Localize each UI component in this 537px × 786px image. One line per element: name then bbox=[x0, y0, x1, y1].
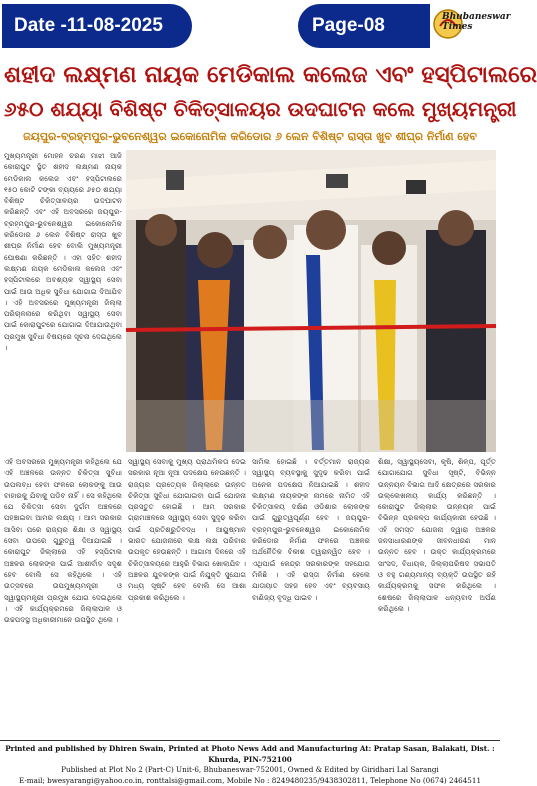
imprint-line-2: Published at Plot No 2 (Part-C) Unit-6, Bhubaneswar-752001, Owned & Edited by Giridhari Lal Sarangi bbox=[0, 765, 500, 776]
article-column-intro bbox=[4, 150, 122, 450]
article-column-4: ଶିକ୍ଷା, ସ୍ୱାସ୍ଥ୍ୟସେବା, କୃଷି, ଶିଳ୍ପ, ପୂର୍ତ୍ତ ଯୋଗାଯୋଗ ସୁବିଧା ସୃଷ୍ଟି, ବିଭିନ୍ନ ଉନ୍ନୟନ ବିଭାଗ ଆଦି କ୍ଷେତ୍ରରେ ସରକାର ଉଲ୍ଲେଖନୀୟ କାର୍ଯ୍ୟ କରିଛନ୍ତି । କୋରାପୁଟ ଜିଲ୍ଲାର ଉନ୍ନୟନ ପାଇଁ ବିଭିନ୍ନ ପ୍ରକଳ୍ପ କାର୍ଯ୍ୟକାରୀ ହେଉଛି । ଏହି ସମସ୍ତ ଯୋଜନା ଦ୍ୱାରା ଅଞ୍ଚଳର ଜନସାଧାରଣଙ୍କ ଜୀବନଧାରଣ ମାନ ଉନ୍ନତ ହେବ । ଉକ୍ତ କାର୍ଯ୍ୟକ୍ରମରେ ସାଂସଦ, ବିଧାୟକ, ଜିଲ୍ଲାପରିଷଦ ସଭାପତି ଓ ବହୁ ଗଣ୍ୟମାନ୍ୟ ବ୍ୟକ୍ତି ଉପସ୍ଥିତ ରହି କାର୍ଯ୍ୟକ୍ରମକୁ ସଫଳ କରିଥିଲେ । ଶେଷରେ ଜିଲ୍ଲାପାଳ ଧନ୍ୟବାଦ ଅର୍ପଣ କରିଥିଲେ । bbox=[378, 456, 496, 732]
masthead bbox=[0, 0, 500, 52]
article-column-3: ସାମିଲ ହୋଇଛି । ବର୍ତ୍ତମାନ ରାଜ୍ୟର ସ୍ୱାସ୍ଥ୍ୟ ବ୍ୟବସ୍ଥାକୁ ସୁଦୃଢ କରିବା ପାଇଁ ଅନେକ ପଦକ୍ଷେପ ନିଆଯାଇଛି । ଶହୀଦ ଲକ୍ଷ୍ମଣ ନାୟକଙ୍କ ନାମରେ ନାମିତ ଏହି ଚିକିତ୍ସାଳୟ ଦକ୍ଷିଣ ଓଡିଶାର ଲୋକଙ୍କ ପାଇଁ ଗୁରୁତ୍ୱପୂର୍ଣ୍ଣ ହେବ । ଜୟପୁର-ବ୍ରହ୍ମପୁର-ଭୁବନେଶ୍ୱର ଇକୋନୋମିକ କରିଡୋର ନିର୍ମାଣ ଫଳରେ ଅଞ୍ଚଳର ଅର୍ଥନୈତିକ ବିକାଶ ତ୍ୱରାନ୍ୱିତ ହେବ । ଏଥିପାଇଁ କେନ୍ଦ୍ର ସରକାରଙ୍କ ସହଯୋଗ ମିଳିଛି । ଏହି ରାସ୍ତା ନିର୍ମାଣ ହେଲେ ଯାତାୟାତ ସହଜ ହେବ ଏବଂ ବ୍ୟବସାୟ ବାଣିଜ୍ୟ ବୃଦ୍ଧି ପାଇବ । bbox=[252, 456, 370, 732]
imprint-line-3: E-mail; bwesyarangi@yahoo.co.in, ronttalsi@gmail.com, Mobile No : 8249480235/9438302811, Telephone No (0674) 2464511 bbox=[0, 776, 500, 786]
page-badge: Page-08 bbox=[298, 4, 430, 48]
subheadline: ଜୟପୁର-ବ୍ରହ୍ମପୁର-ଭୁବନେଶ୍ୱର ଇକୋନୋମିକ କରିଡୋର ୬ ଲେନ ବିଶିଷ୍ଟ ରାସ୍ତା ଖୁବ ଶୀଘ୍ର ନିର୍ମାଣ ହେବ bbox=[4, 130, 496, 144]
imprint-line-1: Printed and published by Dhiren Swain, Printed at Photo News Add and Manufacturing At: Pratap Sasan, Balakati, Dist. : Khurda, PIN-752100 bbox=[0, 744, 500, 765]
imprint-footer bbox=[0, 740, 500, 780]
article-paragraph: ମୁଖ୍ୟମନ୍ତ୍ରୀ ମୋହନ ଚରଣ ମାଝୀ ଆଜି କୋରାପୁଟ ସ୍ଥିତ ଶହୀଦ ଲକ୍ଷ୍ମଣ ନାୟକ ମେଡିକାଲ କଲେଜ ଏବଂ ହସ୍ପିଟାଲରେ ୧୫୦ କୋଟି ଟଙ୍କା ବ୍ୟୟରେ ୬୫୦ ଶଯ୍ୟା ବିଶିଷ୍ଟ ଚିକିତ୍ସାଳୟର ଉଦଘାଟନ କରିଛନ୍ତି ଏବଂ ଏହି ଅବସରରେ ଜୟପୁର-ବ୍ରହ୍ମପୁର-ଭୁବନେଶ୍ୱର ଇକୋନୋମିକ କରିଡୋର ୬ ଲେନ ବିଶିଷ୍ଟ ରାସ୍ତା ଖୁବ ଶୀଘ୍ର ନିର୍ମାଣ ହେବ ବୋଲି ମୁଖ୍ୟମନ୍ତ୍ରୀ ଘୋଷଣା କରିଛନ୍ତି । ଏହା ସହିତ ଶହୀଦ ଲକ୍ଷ୍ମଣ ନାୟକ ମେଡିକାଲ କଲେଜ ଏବଂ ହସ୍ପିଟାଲରେ ଅବଶ୍ୟକ ସ୍ୱାସ୍ଥ୍ୟ ସେବା ପାଇଁ ଆଉ ଅଧିକ ସୁବିଧା ଯୋଗାଇ ଦିଆଯିବ । ଏହି ଅବସରରେ ମୁଖ୍ୟମନ୍ତ୍ରୀ ଜିଲ୍ଲା ପରିଚାଳନାରେ କରିଥିବା ସ୍ୱାସ୍ଥ୍ୟ ସେବା ପାଇଁ କୋରାପୁଟରେ ଯୋଗାଇ ଦିଆଯାଉଥିବା ପ୍ରମୁଖ ସୁବିଧା ବିଷୟରେ ସୂଚନା ଦେଇଥିଲେ । bbox=[4, 150, 122, 353]
date-badge: Date -11-08-2025 bbox=[2, 4, 192, 48]
headline bbox=[4, 58, 496, 126]
article-columns bbox=[4, 456, 496, 732]
news-photo bbox=[126, 150, 496, 452]
logo-text: Bhubaneswar Times bbox=[442, 12, 498, 32]
headline-line-2: ୬୫୦ ଶଯ୍ୟା ବିଶିଷ୍ଟ ଚିକିତ୍ସାଳୟର ଉଦଘାଟନ କଲେ ମୁଖ୍ୟମନ୍ତ୍ରୀ bbox=[4, 92, 496, 126]
article-column-2: ସ୍ୱାସ୍ଥ୍ୟ ସେବାକୁ ମୁଖ୍ୟ ପ୍ରାଥମିକତା ଦେଇ ସରକାର ନୂଆ ନୂଆ ପଦକ୍ଷେପ ନେଉଛନ୍ତି । ରାଜ୍ୟର ପ୍ରତ୍ୟେକ ଜିଲ୍ଲାରେ ଉନ୍ନତ ଚିକିତ୍ସା ସୁବିଧା ଯୋଗାଇବା ପାଇଁ ଯୋଜନା ପ୍ରସ୍ତୁତ ହୋଇଛି । ଆମ ସରକାର ଗ୍ରାମାଞ୍ଚଳରେ ସ୍ୱାସ୍ଥ୍ୟ ସେବା ସୁଦୃଢ କରିବା ପାଇଁ ପ୍ରତିଶ୍ରୁତିବଦ୍ଧ । ଆୟୁଷ୍ମାନ ଭାରତ ଯୋଜନାରେ ଲକ୍ଷ ଲକ୍ଷ ପରିବାର ଉପକୃତ ହେଉଛନ୍ତି । ଆଗାମୀ ଦିନରେ ଏହି ଚିକିତ୍ସାଳୟରେ ଆହୁରି ବିଭାଗ ଖୋଲାଯିବ । ଅଞ୍ଚଳର ଯୁବକଙ୍କ ପାଇଁ ନିଯୁକ୍ତି ସୁଯୋଗ ମଧ୍ୟ ସୃଷ୍ଟି ହେବ ବୋଲି ସେ ଆଶା ପ୍ରକାଶ କରିଥିଲେ । bbox=[128, 456, 246, 732]
headline-line-1: ଶହୀଦ ଲକ୍ଷ୍ମଣ ନାୟକ ମେଡିକାଲ କଲେଜ ଏବଂ ହସ୍ପିଟାଲରେ bbox=[4, 58, 496, 92]
article-column-1: ଏହି ଅବସରରେ ମୁଖ୍ୟମନ୍ତ୍ରୀ କହିଥିଲେ ଯେ ଏହି ଅଞ୍ଚଳରେ ଉନ୍ନତ ଚିକିତ୍ସା ସୁବିଧା ଉପଲବ୍ଧ ହେବା ଫଳରେ ଲୋକଙ୍କୁ ଆଉ ବାହାରକୁ ଯିବାକୁ ପଡିବ ନାହିଁ । ସେ କହିଥିଲେ ଯେ ଚିକିତ୍ସା ସେବା ଦୁର୍ଗମ ଅଞ୍ଚଳରେ ପହଞ୍ଚାଇବା ଆମର ଲକ୍ଷ୍ୟ । ଆମ ସରକାର ଆସିବା ପରେ ରାଜ୍ୟର ଶିକ୍ଷା ଓ ସ୍ୱାସ୍ଥ୍ୟ ସେବା ଉପରେ ଗୁରୁତ୍ୱ ଦିଆଯାଇଛି । କୋରାପୁଟ ଜିଲ୍ଲାରେ ଏହି ହସ୍ପିଟାଲ ଅଞ୍ଚଳର ଲୋକଙ୍କ ପାଇଁ ଆଶୀର୍ବାଦ ସଦୃଶ ହେବ ବୋଲି ସେ କହିଥିଲେ । ଏହି ଉତ୍ସବରେ ଉପମୁଖ୍ୟମନ୍ତ୍ରୀ ଓ ସ୍ୱାସ୍ଥ୍ୟମନ୍ତ୍ରୀ ପ୍ରମୁଖ ଯୋଗ ଦେଇଥିଲେ । ଏହି କାର୍ଯ୍ୟକ୍ରମରେ ଜିଲ୍ଲାପାଳ ଓ ଉଚ୍ଚପଦସ୍ଥ ଅଧିକାରୀମାନେ ଉପସ୍ଥିତ ଥିଲେ । bbox=[4, 456, 122, 732]
